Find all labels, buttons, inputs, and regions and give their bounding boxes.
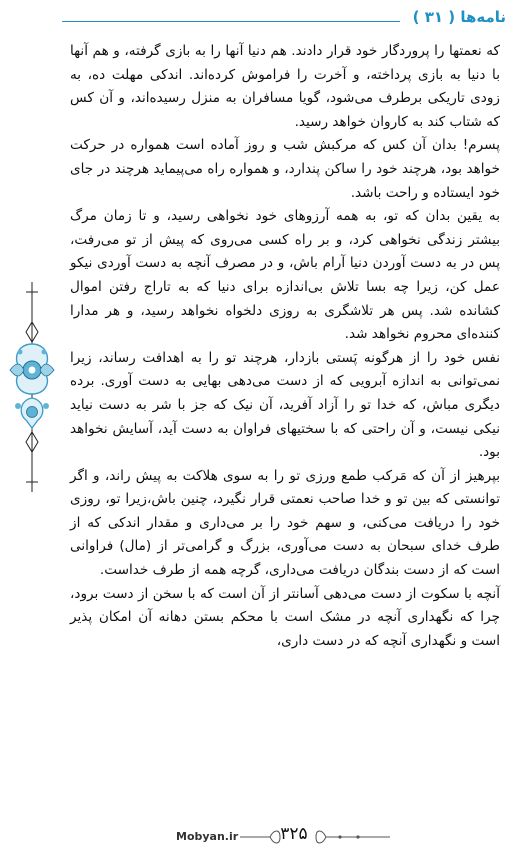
paragraph: پسرم! بدان آن کس که مرکبش شب و روز آماده است همواره در حرکت خواهد بود، هرچند خود را ساکن پندارد، و همواره راه می‌پیماید هرچند در جای خود ایستاده و راحت باشد. <box>70 137 500 201</box>
paragraph: نفس خود را از هرگونه پَستی بازدار، هرچند تو را به اهدافت رساند، زیرا نمی‌توانی به اندازه آبرویی که از دست می‌دهی بهایی به دست آوری. برده دیگری مباش، که خدا تو را آزاد آفرید، آن نیک که جز با شر به دست نیاید نیکی نیست، و آن راحتی که با سختیهای فراوان به دست آید، آسایش نخواهد بود. <box>70 349 500 461</box>
paragraph: که نعمتها را پروردگار خود قرار دادند. هم دنیا آنها را به بازی گرفته، و هم آنها با دنیا به بازی پرداخته، و آخرت را فراموش کرده‌اند. اندکی مهلت ده، به زودی تاریکی برطرف می‌شود، گویا مسافران به منزل رسیده‌اند، و آن کس که شتاب کند به کاروان خواهد رسید. <box>70 43 500 130</box>
page-header <box>0 0 520 34</box>
footer-ornament-icon <box>240 821 390 851</box>
paragraph: بپرهیز از آن که مَرکب طمع ورزی تو را به سوی هلاکت به پیش راند، و اگر توانستی که بین تو و خدا صاحب نعمتی قرار نگیرد، چنین باش،زیرا تو، روزی خود را دریافت می‌کنی، و سهم خود را بر می‌داری و مقدار اندکی که از طرف خدای سبحان به دست می‌آوری، بزرگ و گرامی‌تر از (مال) فراوانی است که از دست بندگان دریافت می‌داری، گرچه همه از طرف خداست. <box>70 467 500 579</box>
page-footer <box>0 815 520 855</box>
running-header-title: نامه‌ها ( ۳۱ ) <box>412 8 506 26</box>
site-watermark: Mobyan.ir <box>176 830 239 843</box>
paragraph: به یقین بدان که تو، به همه آرزوهای خود نخواهی رسید، و تا زمان مرگ بیشتر زندگی نخواهی کرد، و بر راه کسی می‌روی که پیش از تو می‌رفت، پس در به دست آوردن دنیا آرام باش، و در مصرف آنچه به دست آوردی نیکو عمل کن، زیرا چه بسا تلاش بی‌اندازه برای دنیا که به تاراج رفتن اموال کشانده شد. پس هر تلاشگری به روزی دلخواه نخواهد رسید، و هر مدارا کننده‌ای محروم نخواهد شد. <box>70 208 500 343</box>
side-ornament-icon <box>6 282 58 492</box>
header-rule <box>62 21 400 22</box>
paragraph: آنچه با سکوت از دست می‌دهی آسانتر از آن است که با سخن از دست برود، چرا که نگهداری آنچه در مشک است با محکم بستن دهانه آن امکان پذیر است و نگهداری آنچه که در دست داری، <box>70 585 500 649</box>
page-number: ۳۲۵ <box>280 824 308 844</box>
body-text <box>70 40 500 653</box>
